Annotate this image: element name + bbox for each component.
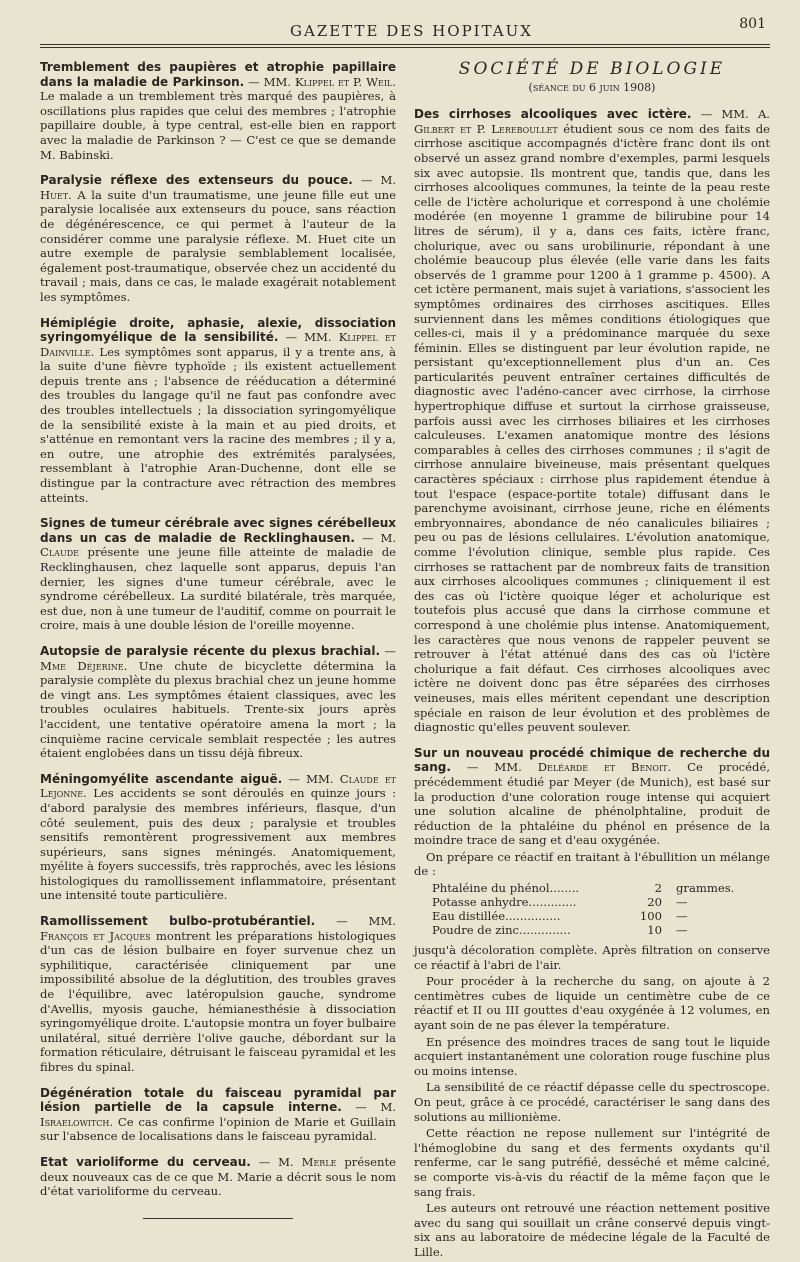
left-column	[40, 60, 396, 1262]
recipe-row	[432, 881, 770, 895]
article-title: Etat varioliforme du cerveau.	[40, 1154, 251, 1169]
article-body: présente deux nouveaux cas de ce que M. Marie a décrit sous le nom d'état varioliforme du cerveau.	[40, 1154, 396, 1199]
article-tumeur-cerebrale	[40, 516, 396, 633]
recipe-intro: On prépare ce réactif en traitant à l'ébullition un mélange de :	[414, 849, 770, 879]
article-authors: — MM. Klippel et Dainville.	[40, 330, 396, 359]
article-varioliforme	[40, 1155, 396, 1199]
article-authors: — MM. François et Jacques	[40, 914, 396, 943]
society-date: (séance du 6 juin 1908)	[528, 80, 656, 94]
article-authors: — M. Huet.	[40, 173, 397, 202]
article-body: Les symptômes sont apparus, il y a trente ans, à la suite d'une fièvre typhoïde ; ils existent actuellement depuis trente ans ; l'absence de rééducation a déterminé des troubles du langage qu'il ne faut pas confondre avec des troubles intellectuels ; la dissociation syringomyélique de la sensibilité existe à la main et au pied droits, et s'atténue en remontant vers la racine des membres ; il y a, en outre, une atrophie des extrémités paralysées, ressemblant à l'atrophie Aran-Duchenne, dont elle se distingue par la contracture avec rétraction des membres atteints.	[40, 344, 396, 505]
article-authors: — MM. Klippel et P. Weil.	[248, 74, 397, 89]
recipe-row	[432, 923, 770, 937]
article-authors: — Mme Déjerine.	[40, 643, 396, 673]
article-authors: — MM. Claude et Lejonne.	[40, 771, 397, 801]
article-body: Les accidents se sont déroulés en quinze jours : d'abord paralysie des membres inférieurs, flasque, d'un côté seulement, puis des deux ; paralysie et troubles sensitifs remontèrent progressivement aux membres supérieurs, sans signes méningés. Anatomiquement, myélite à foyers successifs, très rapprochés, avec les lésions histologiques du ramollissement inflammatoire, présentant une intensité toute particulière.	[40, 786, 396, 903]
recipe-unit: —	[676, 895, 688, 910]
article-body: Ce cas confirme l'opinion de Marie et Guillain sur l'absence de localisations dans le faisceau pyramidal.	[40, 1114, 396, 1144]
paragraph: En présence des moindres traces de sang tout le liquide acquiert instantanément une coloration rouge fuschine plus ou moins intense.	[414, 1034, 770, 1078]
journal-title: GAZETTE DES HOPITAUX	[290, 22, 533, 40]
recipe-unit: —	[676, 923, 688, 938]
article-title: Paralysie réflexe des extenseurs du pouce.	[40, 173, 353, 188]
society-title: SOCIÉTÉ DE BIOLOGIE	[458, 59, 726, 79]
article-title: Autopsie de paralysie récente du plexus brachial.	[40, 643, 381, 658]
article-authors: — M. Israelowitch.	[40, 1100, 396, 1129]
recipe-name: Eau distillée...............	[432, 909, 561, 924]
article-body: Ce procédé, précédemment étudié par Meyer (de Munich), est basé sur la production d'une coloration rouge intense qui acquiert une solution alcaline de phénolphtaline, produit de réduction de la phtaléine du phénol en présence de la moindre trace de sang et d'eau oxygénée.	[414, 760, 771, 848]
paragraph: Les auteurs ont retrouvé une réaction nettement positive avec du sang qui souillait un crâne conservé depuis vingt-six ans au laboratoire de médecine légale de la Faculté de Lille.	[414, 1201, 770, 1259]
recipe-name: Poudre de zinc..............	[432, 923, 571, 938]
recipe-unit: —	[676, 909, 688, 924]
article-paralysie-pouce	[40, 173, 396, 304]
article-faisceau-pyramidal	[40, 1086, 396, 1144]
article-body: A la suite d'un traumatisme, une jeune fille eut une paralysie localisée aux extenseurs du pouce, sans réaction de dégénérescence, ce qui permet à l'auteur de la considérer comme une paralysie réflexe. M. Huet cite un autre exemple de paralysie semblablement localisée, également post-traumatique, observée chez un accidenté du travail ; mais, dans ce cas, le malade exagérait notablement les symptômes.	[40, 187, 396, 304]
paragraph: jusqu'à décoloration complète. Après filtration on conserve ce réactif à l'abri de l'air.	[414, 943, 770, 972]
article-parkinson	[40, 60, 396, 162]
article-title: Dégénération totale du faisceau pyramidal par lésion partielle de la capsule interne.	[40, 1085, 396, 1115]
recipe-row	[432, 909, 770, 923]
article-title: Ramollissement bulbo-protubérantiel.	[40, 914, 316, 929]
paragraph: Cette réaction ne repose nullement sur l'intégrité de l'hémoglobine du sang et des ferments oxydants qu'il renferme, car le sang putréfié, desséché et même calciné, se comporte vis-à-vis du réactif de la même façon que le sang frais.	[414, 1126, 770, 1199]
article-plexus-brachial	[40, 644, 396, 761]
article-authors: — M. Merle	[258, 1154, 337, 1169]
page-number: 801	[739, 16, 766, 32]
article-body: Une chute de bicyclette détermina la paralysie complète du plexus brachial chez un jeune homme de vingt ans. Les symptômes étaient classiques, avec les troubles oculaires habituels. Trente-six jours après l'accident, une tentative opératoire amena la mort ; la cinquième racine cervicale semblait respectée ; les autres étaient englobées dans un tissu déjà fibreux.	[40, 658, 397, 761]
page-header	[40, 14, 770, 42]
recipe-row	[432, 895, 770, 909]
article-body: Le malade a un tremblement très marqué des paupières, à oscillations plus rapides que celui des membres ; l'atrophie papillaire double, à type central, est-elle bien en rapport avec la maladie de Parkinson ? — C'est ce que se demande M. Babinski.	[40, 89, 396, 162]
columns	[40, 60, 770, 1262]
article-title: Hémiplégie droite, aphasie, alexie, dissociation syringomyélique de la sensibilité.	[40, 315, 396, 345]
article-title: Signes de tumeur cérébrale avec signes cérébelleux dans un cas de maladie de Recklinghausen.	[40, 516, 396, 545]
article-body: étudient sous ce nom des faits de cirrhose ascitique accompagnés d'ictère franc dont ils ont observé un assez grand nombre d'exemples, parmi lesquels six avec autopsie. Ils montrent que, tandis que, dans les cirrhoses alcooliques communes, la teinte de la peau reste celle de l'ictère acholurique et correspond à une cholémie modérée (en moyenne 1 gramme de bilirubine pour 14 litres de sérum), il y a, dans ces faits, ictère franc, cholurique, avec ou sans urobilinurie, répondant à une cholémie beaucoup plus élevée (elle varie dans les faits observés de 1 gramme pour 1200 à 1 gramme p. 4500). A cet ictère permanent, mais sujet à variations, s'associent les symptômes ordinaires des cirrhoses ascitiques. Elles surviennent dans les mêmes conditions étiologiques que celles-ci, mais il y a prédominance marquée du sexe féminin. Elles se distinguent par leur évolution rapide, ne persistant qu'exceptionnellement plus d'un an. Ces particularités peuvent entraîner certaines difficultés de diagnostic avec l'adéno-cancer avec cirrhose, la cirrhose hypertrophique diffuse et surtout la cirrhose graisseuse, parfois aussi avec les cirrhoses biliaires et les cirrhoses calculeuses. L'examen anatomique montre des lésions comparables à celles des cirrhoses communes ; il s'agit de cirrhose annulaire biveineuse, mais présentant quelques caractères spéciaux : cirrhose plus rapidement étendue à tout l'espace (espace-portite totale) diffusant dans le parenchyme avoisinant, cirrhose jeune, riche en éléments embryonnaires, abondance de néo canalicules biliaires ; peu ou pas de lésions cellulaires. L'évolution anatomique, comme l'évolution clinique, semble plus rapide. Ces cirrhoses se rattachent par de nombreux faits de transition aux cirrhoses alcooliques communes ; cliniquement il est des cas où l'ictère quoique léger et acholurique est toutefois plus accusé que dans la cirrhose commune et correspond à une cholémie plus intense. Anatomiquement, les caractères que nous venons de rappeler peuvent se retrouver à l'état atténué dans des cas où l'ictère cholurique a fait défaut. Ces cirrhoses alcooliques avec ictère ne doivent donc pas être séparées des cirrhoses veineuses, mais elles méritent cependant une description spéciale en raison de leur évolution et des problèmes de diagnostic qu'elles peuvent soulever.	[414, 121, 770, 735]
paragraph: La sensibilité de ce réactif dépasse celle du spectroscope. On peut, grâce à ce procédé, caractériser le sang dans des solutions au millionième.	[414, 1080, 770, 1124]
recipe-qty: 2	[654, 881, 662, 896]
paragraph: Pour procéder à la recherche du sang, on ajoute à 2 centimètres cubes de liquide un centimètre cube de ce réactif et II ou III gouttes d'eau oxygénée à 12 volumes, en ayant soin de ne pas élever la température.	[414, 974, 770, 1033]
article-authors: — M. Claude	[40, 530, 397, 560]
article-authors: — MM. Deléarde et Benoit.	[466, 760, 672, 775]
article-body: présente une jeune fille atteinte de maladie de Recklinghausen, chez laquelle sont apparus, depuis l'an dernier, les signes d'une tumeur cérébrale, avec le syndrome cérébelleux. La surdité bilatérale, très marquée, est due, non à une tumeur de l'auditif, comme on pourrait le croire, mais à une double lésion de l'oreille moyenne.	[40, 545, 396, 633]
article-cirrhoses	[414, 107, 770, 735]
article-authors: — MM. A. Gilbert et P. Lereboullet	[414, 107, 770, 136]
recipe-list	[432, 881, 770, 937]
article-title: Tremblement des paupières et atrophie papillaire dans la maladie de Parkinson.	[40, 60, 396, 89]
article-body: montrent les préparations histologiques d'un cas de lésion bulbaire en foyer survenue chez un syphilitique, caractérisée cliniquement par une impossibilité absolue de la déglutition, des troubles graves de l'équilibre, avec latéropulsion gauche, syndrome d'Avellis, myosis gauche, hémianesthésie à dissociation syringomyélique droite. L'autopsie montra un foyer bulbaire unilatéral, situé derrière l'olive gauche, débordant sur la formation réticulaire, détruisant le faisceau pyramidal et les fibres du spinal.	[40, 928, 396, 1074]
article-title: Des cirrhoses alcooliques avec ictère.	[414, 107, 692, 122]
article-hemiplegie	[40, 316, 396, 506]
recipe-unit: grammes.	[676, 881, 735, 896]
article-title: Sur un nouveau procédé chimique de recherche du sang.	[414, 745, 770, 775]
recipe-name: Potasse anhydre.............	[432, 895, 577, 910]
right-column	[414, 60, 770, 1262]
recipe-name: Phtaléine du phénol........	[432, 881, 580, 896]
header-rule-thin	[40, 47, 770, 48]
recipe-qty: 100	[639, 909, 662, 924]
article-ramollissement	[40, 914, 396, 1075]
recipe-qty: 20	[647, 895, 662, 910]
article-meningomyelite	[40, 772, 396, 903]
header-rule	[40, 44, 770, 45]
article-title: Méningomyélite ascendante aiguë.	[40, 771, 283, 786]
end-ornament	[40, 1210, 396, 1225]
recipe-qty: 10	[647, 923, 662, 938]
article-recherche-sang	[414, 746, 770, 848]
